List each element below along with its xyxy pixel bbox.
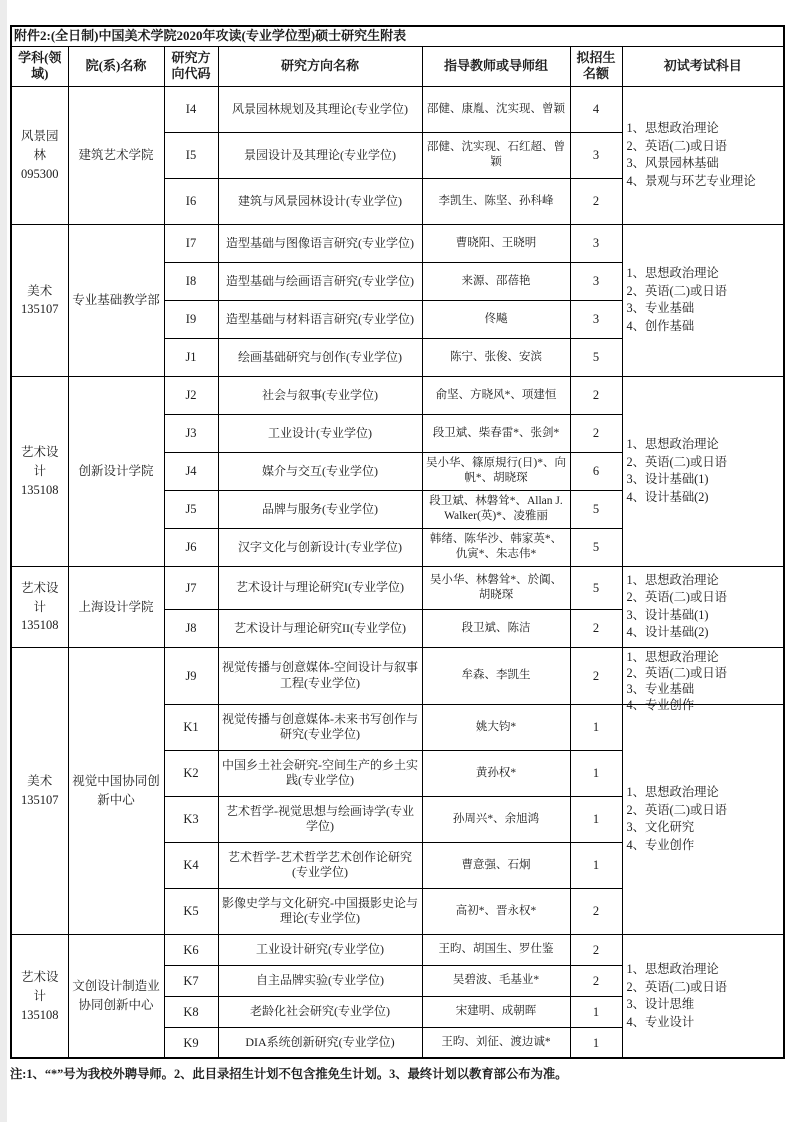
cell-subject: 风景园林 095300 <box>11 86 68 224</box>
cell-quota: 3 <box>570 300 622 338</box>
cell-advisors: 佟飚 <box>422 300 570 338</box>
cell-direction-name: 造型基础与图像语言研究(专业学位) <box>218 224 422 262</box>
cell-exam-subjects <box>622 647 784 712</box>
cell-quota: 2 <box>570 934 622 965</box>
cell-quota: 1 <box>570 1027 622 1058</box>
cell-direction-code: K4 <box>164 842 218 888</box>
cell-quota: 3 <box>570 224 622 262</box>
cell-exam-subjects <box>622 566 784 647</box>
cell-direction-name: 汉字文化与创新设计(专业学位) <box>218 528 422 566</box>
table-row <box>11 224 784 262</box>
cell-advisors: 俞坚、方晓风*、项建恒 <box>422 376 570 414</box>
cell-direction-code: I7 <box>164 224 218 262</box>
cell-exam-subjects <box>622 86 784 224</box>
cell-direction-code: J9 <box>164 647 218 704</box>
cell-direction-name: 视觉传播与创意媒体-未来书写创作与研究(专业学位) <box>218 704 422 750</box>
header-exam-subjects: 初试考试科目 <box>622 46 784 86</box>
cell-direction-name: 自主品牌实验(专业学位) <box>218 965 422 996</box>
cell-direction-code: K5 <box>164 888 218 934</box>
cell-quota: 2 <box>570 414 622 452</box>
cell-direction-code: J7 <box>164 566 218 609</box>
cell-quota: 2 <box>570 178 622 224</box>
cell-direction-name: 艺术哲学-艺术哲学艺术创作论研究(专业学位) <box>218 842 422 888</box>
cell-advisors: 陈宁、张俊、安滨 <box>422 338 570 376</box>
table-row <box>11 566 784 609</box>
exam-subject-list: 1、思想政治理论 2、英语(二)或日语 3、专业基础 4、创作基础 <box>626 266 727 333</box>
cell-advisors: 孙周兴*、余旭鸿 <box>422 796 570 842</box>
exam-subject-list: 1、思想政治理论 2、英语(二)或日语 3、文化研究 4、专业创作 <box>626 785 727 852</box>
cell-advisors: 吴小华、林磐耸*、於阗、胡晓琛 <box>422 566 570 609</box>
header-direction-name: 研究方向名称 <box>218 46 422 86</box>
cell-direction-code: I9 <box>164 300 218 338</box>
cell-quota: 3 <box>570 262 622 300</box>
page-title: 附件2:(全日制)中国美术学院2020年攻读(专业学位型)硕士研究生附表 <box>11 26 784 46</box>
cell-advisors: 吴小华、篠原規行(日)*、向帆*、胡晓琛 <box>422 452 570 490</box>
cell-direction-name: 品牌与服务(专业学位) <box>218 490 422 528</box>
cell-direction-name: DIA系统创新研究(专业学位) <box>218 1027 422 1058</box>
cell-direction-name: 艺术设计与理论研究I(专业学位) <box>218 566 422 609</box>
cell-subject: 艺术设计 135108 <box>11 934 68 1058</box>
cell-direction-name: 中国乡土社会研究-空间生产的乡土实践(专业学位) <box>218 750 422 796</box>
cell-direction-code: J1 <box>164 338 218 376</box>
cell-direction-name: 社会与叙事(专业学位) <box>218 376 422 414</box>
cell-quota: 2 <box>570 376 622 414</box>
cell-exam-subjects <box>622 934 784 1058</box>
cell-quota: 1 <box>570 750 622 796</box>
cell-department: 专业基础教学部 <box>68 224 164 376</box>
cell-quota: 3 <box>570 132 622 178</box>
cell-quota: 4 <box>570 86 622 132</box>
cell-advisors: 曹晓阳、王晓明 <box>422 224 570 262</box>
cell-quota: 5 <box>570 490 622 528</box>
cell-direction-name: 工业设计(专业学位) <box>218 414 422 452</box>
cell-department: 创新设计学院 <box>68 376 164 566</box>
admissions-table <box>10 25 785 1059</box>
cell-advisors: 吴碧波、毛基业* <box>422 965 570 996</box>
cell-advisors: 李凯生、陈坚、孙科峰 <box>422 178 570 224</box>
cell-direction-name: 老龄化社会研究(专业学位) <box>218 996 422 1027</box>
cell-advisors: 曹意强、石炯 <box>422 842 570 888</box>
cell-exam-subjects <box>622 376 784 566</box>
document-sheet <box>10 25 783 1082</box>
cell-advisors: 段卫斌、林磐耸*、Allan J. Walker(英)*、凌雅丽 <box>422 490 570 528</box>
cell-advisors: 段卫斌、柴春雷*、张剑* <box>422 414 570 452</box>
cell-quota: 6 <box>570 452 622 490</box>
cell-department: 文创设计制造业协同创新中心 <box>68 934 164 1058</box>
cell-direction-code: K3 <box>164 796 218 842</box>
table-row <box>11 376 784 414</box>
table-row <box>11 86 784 132</box>
cell-direction-code: K9 <box>164 1027 218 1058</box>
header-subject: 学科(领域) <box>11 46 68 86</box>
cell-direction-name: 风景园林规划及其理论(专业学位) <box>218 86 422 132</box>
header-quota: 拟招生名额 <box>570 46 622 86</box>
cell-direction-code: K6 <box>164 934 218 965</box>
cell-department: 建筑艺术学院 <box>68 86 164 224</box>
cell-quota: 2 <box>570 609 622 647</box>
cell-direction-name: 造型基础与绘画语言研究(专业学位) <box>218 262 422 300</box>
cell-department: 视觉中国协同创新中心 <box>68 647 164 934</box>
cell-advisors: 王昀、胡国生、罗仕鉴 <box>422 934 570 965</box>
table-row <box>11 647 784 704</box>
cell-advisors: 高初*、晋永权* <box>422 888 570 934</box>
cell-advisors: 牟森、李凯生 <box>422 647 570 704</box>
cell-direction-name: 景园设计及其理论(专业学位) <box>218 132 422 178</box>
cell-subject: 美术 135107 <box>11 647 68 934</box>
header-direction-code: 研究方向代码 <box>164 46 218 86</box>
cell-direction-name: 绘画基础研究与创作(专业学位) <box>218 338 422 376</box>
table-header-row <box>11 46 784 86</box>
cell-quota: 2 <box>570 888 622 934</box>
table-row <box>11 934 784 965</box>
cell-advisors: 宋建明、成朝晖 <box>422 996 570 1027</box>
cell-quota: 2 <box>570 647 622 704</box>
cell-direction-code: J3 <box>164 414 218 452</box>
cell-quota: 1 <box>570 796 622 842</box>
cell-quota: 5 <box>570 528 622 566</box>
cell-direction-code: K2 <box>164 750 218 796</box>
cell-advisors: 段卫斌、陈洁 <box>422 609 570 647</box>
cell-advisors: 邵健、沈实现、石红超、曾颖 <box>422 132 570 178</box>
cell-direction-code: J5 <box>164 490 218 528</box>
scan-page-edge <box>0 0 7 1122</box>
cell-direction-code: I4 <box>164 86 218 132</box>
header-advisors: 指导教师或导师组 <box>422 46 570 86</box>
cell-subject: 美术 135107 <box>11 224 68 376</box>
cell-direction-code: J4 <box>164 452 218 490</box>
cell-direction-code: K8 <box>164 996 218 1027</box>
exam-subject-list: 1、思想政治理论 2、英语(二)或日语 3、设计基础(1) 4、设计基础(2) <box>626 572 727 640</box>
cell-subject: 艺术设计 135108 <box>11 376 68 566</box>
cell-direction-code: I6 <box>164 178 218 224</box>
cell-quota: 5 <box>570 566 622 609</box>
exam-subject-list: 1、思想政治理论 2、英语(二)或日语 3、设计基础(1) 4、设计基础(2) <box>626 437 727 504</box>
cell-direction-name: 建筑与风景园林设计(专业学位) <box>218 178 422 224</box>
cell-direction-name: 艺术设计与理论研究II(专业学位) <box>218 609 422 647</box>
cell-direction-code: I8 <box>164 262 218 300</box>
cell-quota: 2 <box>570 965 622 996</box>
cell-direction-code: I5 <box>164 132 218 178</box>
cell-department: 上海设计学院 <box>68 566 164 647</box>
cell-direction-code: K7 <box>164 965 218 996</box>
cell-direction-name: 视觉传播与创意媒体-空间设计与叙事工程(专业学位) <box>218 647 422 704</box>
cell-advisors: 王昀、刘征、渡边诚* <box>422 1027 570 1058</box>
cell-direction-code: J8 <box>164 609 218 647</box>
cell-direction-name: 艺术哲学-视觉思想与绘画诗学(专业学位) <box>218 796 422 842</box>
cell-subject: 艺术设计 135108 <box>11 566 68 647</box>
cell-direction-code: J6 <box>164 528 218 566</box>
exam-subject-list: 1、思想政治理论 2、英语(二)或日语 3、专业基础 4、专业创作 <box>626 649 727 712</box>
cell-quota: 5 <box>570 338 622 376</box>
footnote: 注:1、“*”号为我校外聘导师。2、此目录招生计划不包含推免生计划。3、最终计划以教育部公布为准。 <box>10 1067 568 1082</box>
cell-quota: 1 <box>570 704 622 750</box>
exam-subject-list: 1、思想政治理论 2、英语(二)或日语 3、设计思维 4、专业设计 <box>626 962 727 1029</box>
cell-advisors: 韩绪、陈华沙、韩家英*、仇寅*、朱志伟* <box>422 528 570 566</box>
cell-advisors: 邵健、康胤、沈实现、曾颖 <box>422 86 570 132</box>
cell-advisors: 来源、邵蓓艳 <box>422 262 570 300</box>
cell-direction-name: 影像史学与文化研究-中国摄影史论与理论(专业学位) <box>218 888 422 934</box>
cell-quota: 1 <box>570 996 622 1027</box>
cell-direction-code: J2 <box>164 376 218 414</box>
cell-direction-name: 工业设计研究(专业学位) <box>218 934 422 965</box>
header-department: 院(系)名称 <box>68 46 164 86</box>
cell-advisors: 姚大钧* <box>422 704 570 750</box>
cell-direction-name: 造型基础与材料语言研究(专业学位) <box>218 300 422 338</box>
cell-direction-code: K1 <box>164 704 218 750</box>
table-row <box>11 26 784 46</box>
cell-exam-subjects <box>622 704 784 934</box>
cell-advisors: 黄孙权* <box>422 750 570 796</box>
cell-quota: 1 <box>570 842 622 888</box>
cell-exam-subjects <box>622 224 784 376</box>
exam-subject-list: 1、思想政治理论 2、英语(二)或日语 3、风景园林基础 4、景观与环艺专业理论 <box>626 121 756 188</box>
cell-direction-name: 媒介与交互(专业学位) <box>218 452 422 490</box>
